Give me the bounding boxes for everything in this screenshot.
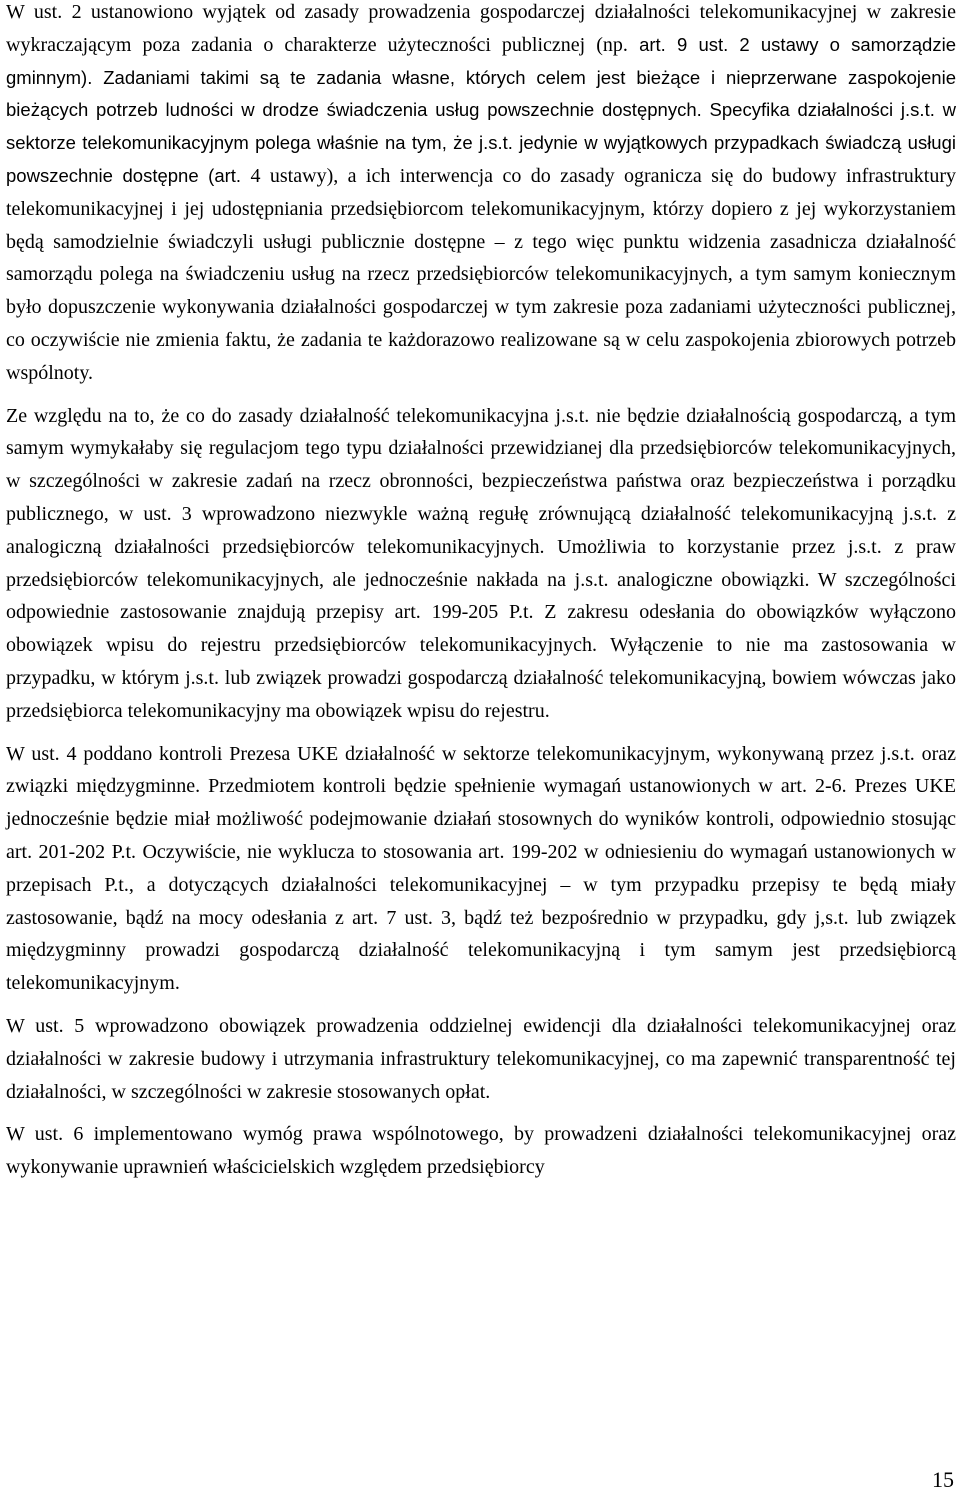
paragraph-1-part-1: W ust. 2 ustanowiono wyjątek od zasady prowadzenia gospodarczej działalności telekomunikacyjnej w zakresie wykraczającym poza zadania o charakterze użyteczności publicznej (np. [6, 1, 956, 56]
page-number: 15 [932, 1467, 954, 1492]
paragraph-1-part-3: 4 ustawy), a ich interwencja co do zasady ogranicza się do budowy infrastruktury telekomunikacyjnej i jej udostępniania przedsiębiorcom telekomunikacyjnym, którzy dopiero z jej wykorzystaniem będą samodzielnie świadczyli usługi publicznie dostępne – z tego więc punktu widzenia zasadnicza działalność samorządu polega na świadczeniu usług na rzecz przedsiębiorców telekomunikacyjnych, a tym samym koniecznym było dopuszczenie wykonywania działalności gospodarczej w tym zakresie poza zadaniami użyteczności publicznej, co oczywiście nie zmienia faktu, że zadania te każdorazowo realizowane są w celu zaspokojenia zbiorowych potrzeb wspólnoty. [6, 164, 956, 384]
paragraph-3: W ust. 4 poddano kontroli Prezesa UKE działalność w sektorze telekomunikacyjnym, wykonywaną przez j.s.t. oraz związki międzygminne. Przedmiotem kontroli będzie spełnienie wymagań ustanowionych w art. 2-6. Prezes UKE jednocześnie będzie miał możliwość podejmowanie działań stosownych do wyników kontroli, odpowiednio stosując art. 201-202 P.t. Oczywiście, nie wyklucza to stosowania art. 199-202 w odniesieniu do wymagań ustanowionych w przepisach P.t., a dotyczących działalności telekomunikacyjnej – w tym przypadku przepisy te będą miały zastosowanie, bądź na mocy odesłania z art. 7 ust. 3, bądź też bezpośrednio w przypadku, gdy j,s.t. lub związek międzygminny prowadzi gospodarczą działalność telekomunikacyjną i tym samym jest przedsiębiorcą telekomunikacyjnym. [6, 742, 956, 995]
paragraph-5: W ust. 6 implementowano wymóg prawa wspólnotowego, by prowadzeni działalności telekomunikacyjnej oraz wykonywanie uprawnień właścicielskich względem przedsiębiorcy [6, 1123, 956, 1179]
paragraph-1-part-2: art. 9 ust. 2 ustawy o samorządzie gminnym). Zadaniami takimi są te zadania własne, których celem jest bieżące i nieprzerwane zaspokojenie bieżących potrzeb ludności w drodze świadczenia usług powszechnie dostępnych. Specyfika działalności j.s.t. w sektorze telekomunikacyjnym polega właśnie na tym, że j.s.t. jedynie w wyjątkowych przypadkach świadczą usługi powszechnie dostępne (art. [6, 33, 956, 186]
document-page [6, 0, 956, 1501]
paragraph-1 [6, 0, 956, 390]
paragraph-2: Ze względu na to, że co do zasady działalność telekomunikacyjna j.s.t. nie będzie działalnością gospodarczą, a tym samym wymykałaby się regulacjom tego typu działalności przewidzianej dla przedsiębiorców telekomunikacyjnych, w szczególności w zakresie zadań na rzecz obronności, bezpieczeństwa państwa oraz bezpieczeństwa i porządku publicznego, w ust. 3 wprowadzono niezwykle ważną regułę zrównującą działalność telekomunikacyjną j.s.t. z analogiczną działalności przedsiębiorców telekomunikacyjnych. Umożliwia to korzystanie przez j.s.t. z praw przedsiębiorców telekomunikacyjnych, ale jednocześnie nakłada na j.s.t. analogiczne obowiązki. W szczególności odpowiednie zastosowanie znajdują przepisy art. 199-205 P.t. Z zakresu odesłania do obowiązków wyłączono obowiązek wpisu do rejestru przedsiębiorców telekomunikacyjnych. Wyłączenie to nie ma zastosowania w przypadku, w którym j.s.t. lub związek prowadzi gospodarczą działalność telekomunikacyjną, bowiem wówczas jako przedsiębiorca telekomunikacyjny ma obowiązek wpisu do rejestru. [6, 404, 956, 722]
paragraph-4: W ust. 5 wprowadzono obowiązek prowadzenia oddzielnej ewidencji dla działalności telekomunikacyjnej oraz działalności w zakresie budowy i utrzymania infrastruktury telekomunikacyjnej, co ma zapewnić transparentność tej działalności, w szczególności w zakresie stosowanych opłat. [6, 1014, 956, 1103]
